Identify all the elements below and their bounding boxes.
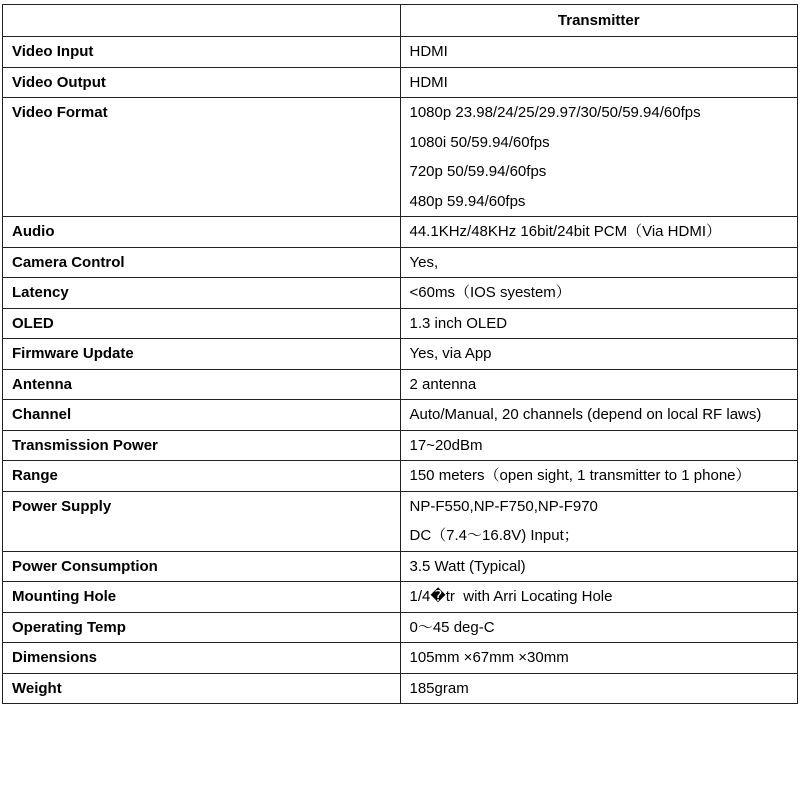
spec-value <box>400 612 798 643</box>
spec-label <box>3 612 401 643</box>
spec-label-text: Audio <box>12 223 55 240</box>
table-row <box>3 461 798 492</box>
spec-label-text: Mounting Hole <box>12 588 117 605</box>
table-row <box>3 67 798 98</box>
table-row <box>3 582 798 613</box>
spec-value <box>400 247 798 278</box>
spec-value <box>400 278 798 309</box>
spec-value-line: 480p 59.94/60fps <box>409 192 526 210</box>
spec-label-text: Firmware Update <box>12 345 134 362</box>
spec-label <box>3 673 401 704</box>
spec-value-line: HDMI <box>409 43 448 60</box>
spec-value <box>400 491 798 551</box>
spec-label <box>3 37 401 68</box>
table-row <box>3 612 798 643</box>
table-row <box>3 491 798 551</box>
spec-value-line: Yes, via App <box>409 345 492 362</box>
spec-label <box>3 461 401 492</box>
spec-value-line: DC（7.4～16.8V) Input； <box>409 527 579 544</box>
spec-label-text: Antenna <box>12 375 72 393</box>
table-row <box>3 369 798 400</box>
spec-label <box>3 217 401 248</box>
table-row <box>3 673 798 704</box>
spec-value-line: NP-F550,NP-F750,NP-F970 <box>409 497 598 515</box>
spec-label <box>3 400 401 431</box>
spec-label-text: OLED <box>12 314 54 332</box>
spec-value <box>400 37 798 68</box>
spec-label <box>3 491 401 551</box>
spec-value-line: 105mm ×67mm ×30mm <box>409 649 569 666</box>
spec-label-text: Operating Temp <box>12 618 126 636</box>
spec-label <box>3 98 401 217</box>
spec-label-text: Channel <box>12 406 72 423</box>
spec-label <box>3 369 401 400</box>
spec-label <box>3 278 401 309</box>
table-row <box>3 98 798 217</box>
table-row <box>3 217 798 248</box>
spec-value-line: 2 antenna <box>409 375 477 393</box>
spec-value-line: HDMI <box>409 73 448 91</box>
header-empty-cell <box>3 5 401 37</box>
spec-value <box>400 98 798 217</box>
spec-value-line: 0～45 deg-C <box>409 618 495 636</box>
spec-label-text: Transmission Power <box>12 436 158 454</box>
spec-value-line: 1080i 50/59.94/60fps <box>409 133 550 151</box>
spec-label <box>3 643 401 674</box>
spec-label-text: Video Input <box>12 43 94 60</box>
spec-value <box>400 400 798 431</box>
spec-value <box>400 461 798 492</box>
spec-value-line: 1080p 23.98/24/25/29.97/30/50/59.94/60fps <box>409 104 701 121</box>
table-row <box>3 551 798 582</box>
spec-value-line: Auto/Manual, 20 channels (depend on local RF laws) <box>409 406 762 423</box>
spec-value <box>400 430 798 461</box>
spec-label <box>3 551 401 582</box>
spec-value <box>400 369 798 400</box>
spec-value-line: 3.5 Watt (Typical) <box>409 557 526 575</box>
spec-label-text: Dimensions <box>12 649 98 666</box>
spec-value-line: 1/4�tr with Arri Locating Hole <box>409 588 613 605</box>
spec-table <box>2 4 798 704</box>
spec-label <box>3 247 401 278</box>
spec-value <box>400 217 798 248</box>
table-row <box>3 247 798 278</box>
spec-label-text: Power Consumption <box>12 557 158 575</box>
spec-value-line: Yes, <box>409 253 439 271</box>
table-row <box>3 339 798 370</box>
spec-value-line: 1.3 inch OLED <box>409 314 508 332</box>
spec-label-text: Video Format <box>12 104 108 121</box>
spec-value <box>400 67 798 98</box>
spec-label <box>3 582 401 613</box>
spec-label <box>3 67 401 98</box>
spec-value-line: 44.1KHz/48KHz 16bit/24bit PCM（Via HDMI） <box>409 223 722 240</box>
spec-value-line: 185gram <box>409 679 469 697</box>
spec-value <box>400 582 798 613</box>
spec-value <box>400 339 798 370</box>
table-row <box>3 37 798 68</box>
spec-label-text: Latency <box>12 284 69 301</box>
spec-value <box>400 673 798 704</box>
spec-label <box>3 308 401 339</box>
spec-value-line: 150 meters（open sight, 1 transmitter to 1 phone） <box>409 467 751 484</box>
spec-label-text: Camera Control <box>12 253 125 271</box>
table-row <box>3 643 798 674</box>
spec-value <box>400 551 798 582</box>
spec-label-text: Power Supply <box>12 497 112 515</box>
table-row <box>3 430 798 461</box>
table-row <box>3 278 798 309</box>
spec-value-line: 720p 50/59.94/60fps <box>409 163 547 180</box>
table-row <box>3 308 798 339</box>
spec-label <box>3 339 401 370</box>
spec-label-text: Weight <box>12 679 62 697</box>
spec-label <box>3 430 401 461</box>
spec-value <box>400 643 798 674</box>
spec-value-line: <60ms（IOS syestem） <box>409 284 571 301</box>
header-row <box>3 5 798 37</box>
table-row <box>3 400 798 431</box>
spec-label-text: Range <box>12 467 58 484</box>
spec-label-text: Video Output <box>12 73 106 91</box>
spec-value <box>400 308 798 339</box>
spec-value-line: 17~20dBm <box>409 436 483 454</box>
header-title: Transmitter <box>400 5 798 37</box>
